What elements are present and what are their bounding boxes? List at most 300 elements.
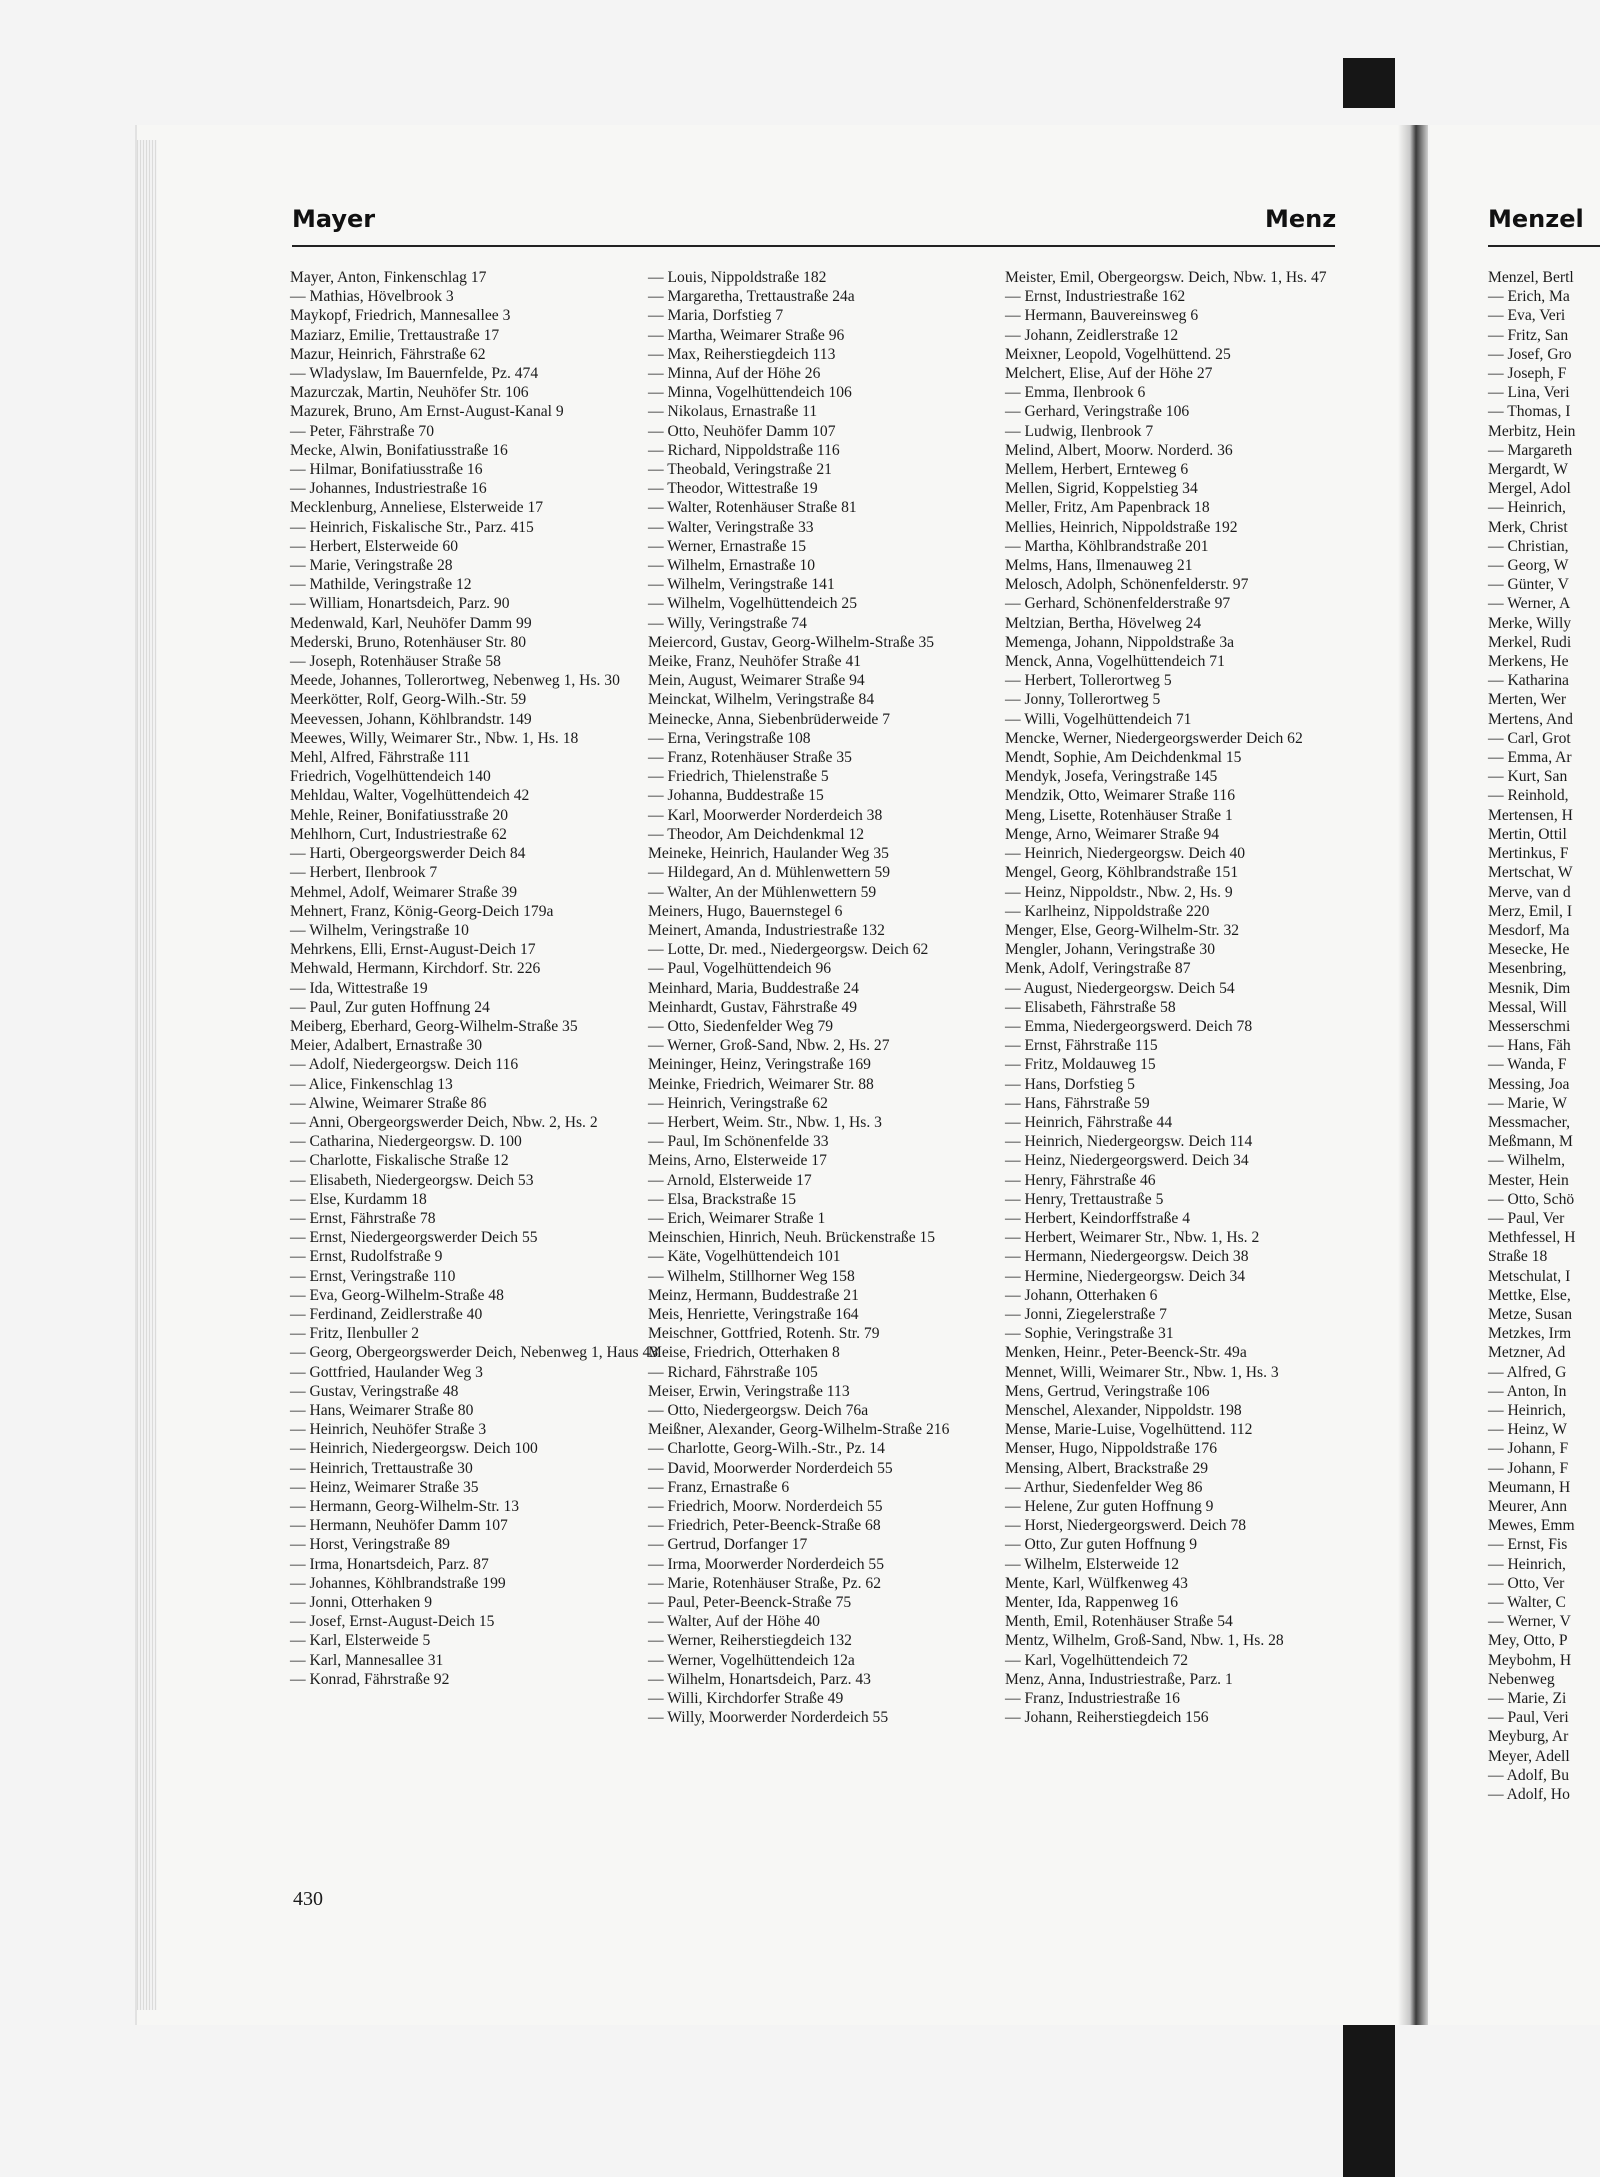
directory-entry: Mester, Hein — [1488, 1171, 1569, 1189]
directory-entry: — Gustav, Veringstraße 48 — [290, 1382, 459, 1400]
directory-entry: — Hans, Dorfstieg 5 — [1005, 1075, 1135, 1093]
directory-entry: Meinecke, Anna, Siebenbrüderweide 7 — [648, 710, 891, 728]
directory-entry: — Katharina — [1488, 672, 1569, 690]
directory-entry: Mazurczak, Martin, Neuhöfer Str. 106 — [290, 384, 529, 402]
directory-entry: Mayer, Anton, Finkenschlag 17 — [290, 269, 487, 286]
directory-entry: Meinschien, Hinrich, Neuh. Brückenstraße 15 — [648, 1229, 936, 1247]
directory-entry: Mennet, Willi, Weimarer Str., Nbw. 1, Hs. 3 — [1005, 1363, 1279, 1381]
directory-entry: — Günter, V — [1488, 576, 1569, 594]
directory-entry: Mendyk, Josefa, Veringstraße 145 — [1005, 768, 1218, 786]
directory-entry: Meewes, Willy, Weimarer Str., Nbw. 1, Hs. 18 — [290, 729, 579, 747]
right-head-rule — [1488, 245, 1600, 247]
directory-entry: — Werner, Reiherstiegdeich 132 — [648, 1632, 852, 1650]
directory-entry: Meise, Friedrich, Otterhaken 8 — [648, 1344, 840, 1362]
directory-entry: — Margaretha, Trettaustraße 24a — [648, 288, 855, 306]
directory-entry: — Hermann, Niedergeorgsw. Deich 38 — [1005, 1248, 1249, 1266]
directory-entry: — Ferdinand, Zeidlerstraße 40 — [290, 1305, 483, 1323]
directory-entry: — Otto, Siedenfelder Weg 79 — [648, 1017, 834, 1035]
directory-entry: Mencke, Werner, Niedergeorgswerder Deich 62 — [1005, 729, 1303, 747]
directory-entry: Mederski, Bruno, Rotenhäuser Str. 80 — [290, 633, 527, 651]
directory-entry: Mehnert, Franz, König-Georg-Deich 179a — [290, 902, 554, 920]
directory-entry: — Horst, Niedergeorgswerd. Deich 78 — [1005, 1517, 1247, 1535]
directory-entry: Mein, August, Weimarer Straße 94 — [648, 672, 865, 690]
directory-entry: — Werner, Ernastraße 15 — [648, 537, 807, 555]
directory-entry: Mendt, Sophie, Am Deichdenkmal 15 — [1005, 749, 1242, 767]
directory-entry: — Heinrich, Neuhöfer Straße 3 — [290, 1421, 487, 1439]
directory-entry: — Paul, Zur guten Hoffnung 24 — [290, 998, 490, 1016]
directory-entry: Mengel, Georg, Köhlbrandstraße 151 — [1005, 864, 1239, 882]
directory-entry: — Irma, Moorwerder Norderdeich 55 — [648, 1555, 884, 1573]
directory-entry: — Gerhard, Veringstraße 106 — [1005, 403, 1190, 421]
directory-entry: — Franz, Ernastraße 6 — [648, 1478, 790, 1496]
directory-entry: — Wilhelm, — [1488, 1152, 1566, 1170]
directory-entry: — Helene, Zur guten Hoffnung 9 — [1005, 1498, 1214, 1515]
directory-entry: — Martha, Köhlbrandstraße 201 — [1005, 537, 1209, 555]
directory-entry: — Friedrich, Thielenstraße 5 — [648, 768, 829, 786]
page-edge-stack — [137, 140, 157, 2010]
directory-entry: — Walter, Auf der Höhe 40 — [648, 1613, 820, 1631]
directory-entry: — Johann, Reiherstiegdeich 156 — [1005, 1709, 1209, 1727]
directory-entry: — Minna, Auf der Höhe 26 — [648, 365, 821, 383]
directory-entry: — Anton, In — [1488, 1382, 1567, 1400]
directory-entry: Messerschmi — [1488, 1017, 1571, 1035]
directory-entry: — Otto, Neuhöfer Damm 107 — [648, 422, 836, 440]
directory-entry: Meerkötter, Rolf, Georg-Wilh.-Str. 59 — [290, 691, 527, 709]
directory-entry: — Eva, Veri — [1488, 307, 1566, 325]
directory-entry: — Otto, Schö — [1488, 1190, 1575, 1208]
directory-entry: — Hans, Fährstraße 59 — [1005, 1094, 1150, 1112]
directory-entry: — Adolf, Niedergeorgsw. Deich 116 — [290, 1056, 519, 1074]
directory-entry: — Franz, Rotenhäuser Straße 35 — [648, 749, 852, 767]
directory-entry: Meinhardt, Gustav, Fährstraße 49 — [648, 998, 858, 1016]
directory-entry: Mensing, Albert, Brackstraße 29 — [1005, 1459, 1209, 1477]
directory-entry: — Sophie, Veringstraße 31 — [1005, 1325, 1174, 1343]
directory-entry: — Wilhelm, Stillhorner Weg 158 — [648, 1267, 855, 1285]
column-2 — [648, 268, 988, 1727]
directory-entry: Mertens, And — [1488, 710, 1573, 728]
directory-entry: Mehmel, Adolf, Weimarer Straße 39 — [290, 883, 518, 901]
directory-entry: — Heinrich, Fiskalische Str., Parz. 415 — [290, 518, 534, 536]
directory-entry: Mewes, Emm — [1488, 1517, 1575, 1535]
directory-entry: — Christian, — [1488, 537, 1569, 555]
directory-entry: Menk, Adolf, Veringstraße 87 — [1005, 960, 1191, 978]
directory-entry: — Herbert, Weim. Str., Nbw. 1, Hs. 3 — [648, 1113, 882, 1131]
directory-entry: Meinert, Amanda, Industriestraße 132 — [648, 921, 885, 939]
directory-entry: — Marie, Veringstraße 28 — [290, 557, 453, 575]
directory-entry: Meybohm, H — [1488, 1651, 1572, 1669]
directory-entry: — Margareth — [1488, 441, 1573, 459]
directory-entry: — Herbert, Keindorffstraße 4 — [1005, 1209, 1191, 1227]
directory-entry: — Minna, Vogelhüttendeich 106 — [648, 384, 852, 402]
directory-entry: — Georg, W — [1488, 557, 1569, 575]
directory-entry: Meede, Johannes, Tollerortweg, Nebenweg 1, Hs. 30 — [290, 672, 620, 690]
directory-entry: — Ernst, Industriestraße 162 — [1005, 288, 1186, 306]
directory-entry: Meurer, Ann — [1488, 1498, 1568, 1515]
directory-entry: Messal, Will — [1488, 998, 1567, 1016]
directory-entry: — Hermann, Neuhöfer Damm 107 — [290, 1517, 508, 1535]
directory-entry: — Catharina, Niedergeorgsw. D. 100 — [290, 1133, 522, 1151]
directory-entry: Maykopf, Friedrich, Mannesallee 3 — [290, 307, 511, 325]
directory-entry: — Heinrich, — [1488, 1555, 1566, 1573]
directory-entry: Mehlhorn, Curt, Industriestraße 62 — [290, 825, 507, 843]
directory-entry: — Willi, Vogelhüttendeich 71 — [1005, 710, 1192, 728]
directory-entry: Meischner, Gottfried, Rotenh. Str. 79 — [648, 1325, 880, 1343]
directory-entry: — Walter, C — [1488, 1594, 1566, 1612]
directory-entry: Mazur, Heinrich, Fährstraße 62 — [290, 345, 486, 363]
directory-entry: — Karl, Moorwerder Norderdeich 38 — [648, 806, 883, 824]
directory-entry: — William, Honartsdeich, Parz. 90 — [290, 595, 510, 613]
directory-entry: Meike, Franz, Neuhöfer Straße 41 — [648, 653, 862, 671]
directory-entry: — Konrad, Fährstraße 92 — [290, 1670, 450, 1688]
directory-entry: — Max, Reiherstiegdeich 113 — [648, 345, 836, 363]
directory-entry: Meinhard, Maria, Buddestraße 24 — [648, 979, 859, 997]
directory-entry: — Elsa, Brackstraße 15 — [648, 1190, 797, 1208]
directory-entry: Meevessen, Johann, Köhlbrandstr. 149 — [290, 710, 532, 728]
directory-entry: — Georg, Obergeorgswerder Deich, Nebenweg 1, Haus 43 — [290, 1344, 659, 1362]
directory-entry: — Theobald, Veringstraße 21 — [648, 461, 832, 479]
directory-entry: Meis, Henriette, Veringstraße 164 — [648, 1305, 859, 1323]
directory-entry: — Harti, Obergeorgswerder Deich 84 — [290, 845, 526, 863]
directory-entry: — Hermann, Georg-Wilhelm-Str. 13 — [290, 1498, 520, 1515]
directory-entry: — Friedrich, Peter-Beenck-Straße 68 — [648, 1517, 881, 1535]
directory-entry: — Martha, Weimarer Straße 96 — [648, 326, 845, 344]
directory-entry: — Charlotte, Georg-Wilh.-Str., Pz. 14 — [648, 1440, 885, 1458]
directory-entry: Mehwald, Hermann, Kirchdorf. Str. 226 — [290, 960, 541, 978]
directory-entry: — Fritz, Moldauweg 15 — [1005, 1056, 1156, 1074]
directory-entry: Melms, Hans, Ilmenauweg 21 — [1005, 557, 1193, 575]
directory-entry: — Hermine, Niedergeorgsw. Deich 34 — [1005, 1267, 1246, 1285]
directory-entry: — Alwine, Weimarer Straße 86 — [290, 1094, 487, 1112]
directory-entry: — Gerhard, Schönenfelderstraße 97 — [1005, 595, 1231, 613]
directory-entry: Merkens, He — [1488, 653, 1569, 671]
directory-entry: Menzel, Bertl — [1488, 269, 1574, 286]
directory-entry: — Gottfried, Haulander Weg 3 — [290, 1363, 483, 1381]
directory-entry: Meiners, Hugo, Bauernstegel 6 — [648, 902, 843, 920]
directory-entry: Menter, Ida, Rappenweg 16 — [1005, 1594, 1179, 1612]
directory-entry: — Fritz, San — [1488, 326, 1569, 344]
directory-entry: Mehle, Reiner, Bonifatiusstraße 20 — [290, 806, 509, 824]
directory-entry: — Arnold, Elsterweide 17 — [648, 1171, 812, 1189]
directory-entry: — Joseph, Rotenhäuser Straße 58 — [290, 653, 501, 671]
directory-entry: Merve, van d — [1488, 883, 1571, 901]
directory-entry: — Wilhelm, Veringstraße 141 — [648, 576, 835, 594]
directory-entry: Meller, Fritz, Am Papenbrack 18 — [1005, 499, 1210, 517]
directory-entry: Meßmann, M — [1488, 1133, 1573, 1151]
directory-entry: Mellies, Heinrich, Nippoldstraße 192 — [1005, 518, 1238, 536]
directory-entry: Mertin, Ottil — [1488, 825, 1567, 843]
directory-entry: — Werner, A — [1488, 595, 1571, 613]
directory-entry: — Eva, Georg-Wilhelm-Straße 48 — [290, 1286, 504, 1304]
directory-entry: Friedrich, Vogelhüttendeich 140 — [290, 768, 491, 786]
directory-entry: — Paul, Im Schönenfelde 33 — [648, 1133, 829, 1151]
directory-entry: Meister, Emil, Obergeorgsw. Deich, Nbw. 1, Hs. 47 — [1005, 269, 1327, 286]
directory-entry: — Wilhelm, Ernastraße 10 — [648, 557, 816, 575]
directory-entry: — Henry, Trettaustraße 5 — [1005, 1190, 1164, 1208]
directory-entry: — Paul, Peter-Beenck-Straße 75 — [648, 1594, 852, 1612]
directory-entry: — Herbert, Elsterweide 60 — [290, 537, 459, 555]
directory-entry: — Fritz, Ilenbuller 2 — [290, 1325, 420, 1343]
directory-entry: — Ernst, Fährstraße 78 — [290, 1209, 436, 1227]
directory-entry: Menger, Else, Georg-Wilhelm-Str. 32 — [1005, 921, 1240, 939]
directory-entry: Metzkes, Irm — [1488, 1325, 1572, 1343]
directory-entry: Maziarz, Emilie, Trettaustraße 17 — [290, 326, 500, 344]
running-head-right: Menz — [1265, 205, 1337, 233]
directory-entry: — Erich, Weimarer Straße 1 — [648, 1209, 826, 1227]
directory-entry: — Marie, Rotenhäuser Straße, Pz. 62 — [648, 1574, 881, 1592]
directory-entry: — David, Moorwerder Norderdeich 55 — [648, 1459, 893, 1477]
directory-entry: — Jonni, Ziegelerstraße 7 — [1005, 1305, 1167, 1323]
directory-entry: Mentz, Wilhelm, Groß-Sand, Nbw. 1, Hs. 28 — [1005, 1632, 1284, 1650]
directory-entry: — Hermann, Bauvereinsweg 6 — [1005, 307, 1199, 325]
directory-entry: Merz, Emil, I — [1488, 902, 1573, 920]
directory-entry: Meiberg, Eberhard, Georg-Wilhelm-Straße 35 — [290, 1017, 578, 1035]
directory-entry: — Friedrich, Moorw. Norderdeich 55 — [648, 1498, 883, 1515]
directory-entry: — Heinrich, Fährstraße 44 — [1005, 1113, 1173, 1131]
directory-entry: — Otto, Zur guten Hoffnung 9 — [1005, 1536, 1198, 1554]
directory-entry: — Hildegard, An d. Mühlenwettern 59 — [648, 864, 891, 882]
directory-entry: — Ernst, Fis — [1488, 1536, 1568, 1554]
directory-entry: — Alfred, G — [1488, 1363, 1567, 1381]
directory-entry: Meixner, Leopold, Vogelhüttend. 25 — [1005, 345, 1231, 363]
directory-entry: Meininger, Heinz, Veringstraße 169 — [648, 1056, 871, 1074]
directory-entry: — Werner, Vogelhüttendeich 12a — [648, 1651, 855, 1669]
directory-entry: Mazurek, Bruno, Am Ernst-August-Kanal 9 — [290, 403, 564, 421]
directory-entry: Melosch, Adolph, Schönenfelderstr. 97 — [1005, 576, 1249, 594]
directory-entry: — Maria, Dorfstieg 7 — [648, 307, 784, 325]
directory-entry: — Karlheinz, Nippoldstraße 220 — [1005, 902, 1210, 920]
binding-strip-bottom — [1343, 2025, 1395, 2177]
directory-entry: Meins, Arno, Elsterweide 17 — [648, 1152, 827, 1170]
directory-entry: — Paul, Vogelhüttendeich 96 — [648, 960, 832, 978]
directory-entry: Menschel, Alexander, Nippoldstr. 198 — [1005, 1401, 1242, 1419]
right-running-head: Menzel — [1488, 205, 1584, 233]
directory-entry: Meißner, Alexander, Georg-Wilhelm-Straße 216 — [648, 1421, 950, 1439]
directory-entry: — Ernst, Veringstraße 110 — [290, 1267, 456, 1285]
directory-entry: — Werner, V — [1488, 1613, 1571, 1631]
directory-entry: Mehrkens, Elli, Ernst-August-Deich 17 — [290, 941, 536, 959]
directory-entry: — Karl, Mannesallee 31 — [290, 1651, 444, 1669]
directory-entry: Meier, Adalbert, Ernastraße 30 — [290, 1037, 483, 1055]
directory-entry: — Paul, Veri — [1488, 1709, 1569, 1727]
directory-entry: — Erich, Ma — [1488, 288, 1570, 306]
directory-entry: — Adolf, Ho — [1488, 1786, 1570, 1804]
directory-entry: Menck, Anna, Vogelhüttendeich 71 — [1005, 653, 1225, 671]
right-column — [1488, 268, 1575, 1804]
directory-entry: Mense, Marie-Luise, Vogelhüttend. 112 — [1005, 1421, 1253, 1439]
directory-entry: — Adolf, Bu — [1488, 1766, 1570, 1784]
right-page — [1430, 125, 1600, 2025]
directory-entry: — Elisabeth, Niedergeorgsw. Deich 53 — [290, 1171, 534, 1189]
directory-entry: Nebenweg — [1488, 1670, 1555, 1688]
directory-entry: — Karl, Vogelhüttendeich 72 — [1005, 1651, 1189, 1669]
directory-entry: — Herbert, Weimarer Str., Nbw. 1, Hs. 2 — [1005, 1229, 1260, 1247]
directory-entry: Meinz, Hermann, Buddestraße 21 — [648, 1286, 859, 1304]
directory-entry: — Hilmar, Bonifatiusstraße 16 — [290, 461, 483, 479]
directory-entry: — Henry, Fährstraße 46 — [1005, 1171, 1156, 1189]
directory-entry: Mesecke, He — [1488, 941, 1570, 959]
directory-entry: — Käte, Vogelhüttendeich 101 — [648, 1248, 841, 1266]
directory-entry: — Jonny, Tollerortweg 5 — [1005, 691, 1161, 709]
directory-entry: — Thomas, I — [1488, 403, 1571, 421]
directory-entry: — Johannes, Köhlbrandstraße 199 — [290, 1574, 506, 1592]
directory-entry: — Johanna, Buddestraße 15 — [648, 787, 824, 805]
directory-entry: — Ida, Wittestraße 19 — [290, 979, 428, 997]
directory-entry: Mertensen, H — [1488, 806, 1573, 824]
directory-entry: Mecke, Alwin, Bonifatiusstraße 16 — [290, 441, 508, 459]
directory-entry: Mey, Otto, P — [1488, 1632, 1568, 1650]
column-1 — [290, 268, 659, 1689]
directory-entry: Metzner, Ad — [1488, 1344, 1566, 1362]
directory-entry: Menz, Anna, Industriestraße, Parz. 1 — [1005, 1670, 1233, 1688]
binding-strip-top — [1343, 58, 1395, 108]
directory-entry: — Johannes, Industriestraße 16 — [290, 480, 487, 498]
directory-entry: — Mathias, Hövelbrook 3 — [290, 288, 454, 306]
directory-entry: Mente, Karl, Wülfkenweg 43 — [1005, 1574, 1188, 1592]
directory-entry: — Heinrich, Niedergeorgsw. Deich 114 — [1005, 1133, 1253, 1151]
directory-entry: — Gertrud, Dorfanger 17 — [648, 1536, 808, 1554]
directory-entry: — Louis, Nippoldstraße 182 — [648, 269, 827, 286]
directory-entry: Mellen, Sigrid, Koppelstieg 34 — [1005, 480, 1198, 498]
directory-entry: Merbitz, Hein — [1488, 422, 1576, 440]
directory-entry: Mettke, Else, — [1488, 1286, 1571, 1304]
directory-entry: Mehl, Alfred, Fährstraße 111 — [290, 749, 471, 767]
directory-entry: — Theodor, Am Deichdenkmal 12 — [648, 825, 865, 843]
directory-entry: Metschulat, I — [1488, 1267, 1571, 1285]
directory-entry: — Otto, Ver — [1488, 1574, 1565, 1592]
directory-entry: — Ernst, Rudolfstraße 9 — [290, 1248, 443, 1266]
directory-entry: Messmacher, — [1488, 1113, 1571, 1131]
directory-entry: Meyer, Adell — [1488, 1747, 1570, 1765]
directory-entry: — Willy, Moorwerder Norderdeich 55 — [648, 1709, 889, 1727]
directory-entry: Meinckat, Wilhelm, Veringstraße 84 — [648, 691, 875, 709]
directory-entry: — Heinrich, Niedergeorgsw. Deich 40 — [1005, 845, 1246, 863]
directory-entry: Mecklenburg, Anneliese, Elsterweide 17 — [290, 499, 544, 517]
directory-entry: Meiercord, Gustav, Georg-Wilhelm-Straße 35 — [648, 633, 935, 651]
directory-entry: — Peter, Fährstraße 70 — [290, 422, 435, 440]
directory-entry: — August, Niedergeorgsw. Deich 54 — [1005, 979, 1235, 997]
directory-entry: — Hans, Weimarer Straße 80 — [290, 1401, 474, 1419]
directory-entry: — Walter, Rotenhäuser Straße 81 — [648, 499, 857, 517]
directory-entry: — Heinz, Weimarer Straße 35 — [290, 1478, 479, 1496]
directory-entry: Merten, Wer — [1488, 691, 1567, 709]
directory-entry: — Joseph, F — [1488, 365, 1567, 383]
directory-entry: — Lina, Veri — [1488, 384, 1570, 402]
directory-entry: Mergardt, W — [1488, 461, 1568, 479]
directory-entry: Mellem, Herbert, Ernteweg 6 — [1005, 461, 1189, 479]
directory-entry: — Otto, Niedergeorgsw. Deich 76a — [648, 1401, 869, 1419]
directory-entry: — Heinz, W — [1488, 1421, 1567, 1439]
directory-entry: Mesnik, Dim — [1488, 979, 1571, 997]
directory-entry: — Johann, F — [1488, 1459, 1569, 1477]
directory-entry: Menge, Arno, Weimarer Straße 94 — [1005, 825, 1220, 843]
directory-entry: Medenwald, Karl, Neuhöfer Damm 99 — [290, 614, 532, 632]
directory-entry: — Erna, Veringstraße 108 — [648, 729, 811, 747]
directory-entry: — Wilhelm, Veringstraße 10 — [290, 921, 469, 939]
directory-entry: Meyburg, Ar — [1488, 1728, 1569, 1746]
directory-entry: — Emma, Niedergeorgswerd. Deich 78 — [1005, 1017, 1253, 1035]
directory-entry: — Heinrich, — [1488, 499, 1566, 517]
directory-entry: — Heinz, Niedergeorgswerd. Deich 34 — [1005, 1152, 1249, 1170]
directory-entry: — Josef, Ernst-August-Deich 15 — [290, 1613, 495, 1631]
directory-entry: Meumann, H — [1488, 1478, 1571, 1496]
directory-entry: — Charlotte, Fiskalische Straße 12 — [290, 1152, 509, 1170]
directory-entry: — Johann, Zeidlerstraße 12 — [1005, 326, 1179, 344]
directory-entry: — Ludwig, Ilenbrook 7 — [1005, 422, 1154, 440]
directory-entry: — Wladyslaw, Im Bauernfelde, Pz. 474 — [290, 365, 539, 383]
running-head-left: Mayer — [292, 205, 376, 233]
directory-entry: Mendzik, Otto, Weimarer Straße 116 — [1005, 787, 1235, 805]
directory-entry: Melchert, Elise, Auf der Höhe 27 — [1005, 365, 1213, 383]
directory-entry: Meng, Lisette, Rotenhäuser Straße 1 — [1005, 806, 1233, 824]
directory-entry: — Wanda, F — [1488, 1056, 1567, 1074]
directory-entry: — Heinrich, — [1488, 1401, 1566, 1419]
directory-entry: — Horst, Veringstraße 89 — [290, 1536, 450, 1554]
directory-entry: — Karl, Elsterweide 5 — [290, 1632, 431, 1650]
head-rule — [292, 245, 1335, 247]
directory-entry: — Ernst, Niedergeorgswerder Deich 55 — [290, 1229, 538, 1247]
directory-entry: — Else, Kurdamm 18 — [290, 1190, 427, 1208]
directory-entry: — Anni, Obergeorgswerder Deich, Nbw. 2, Hs. 2 — [290, 1113, 598, 1131]
directory-entry: — Marie, W — [1488, 1094, 1567, 1112]
directory-entry: — Theodor, Wittestraße 19 — [648, 480, 818, 498]
directory-entry: — Herbert, Ilenbrook 7 — [290, 864, 438, 882]
directory-entry: — Mathilde, Veringstraße 12 — [290, 576, 472, 594]
directory-entry: — Walter, An der Mühlenwettern 59 — [648, 883, 877, 901]
directory-entry: — Reinhold, — [1488, 787, 1569, 805]
directory-entry: — Irma, Honartsdeich, Parz. 87 — [290, 1555, 489, 1573]
directory-entry: Merk, Christ — [1488, 518, 1568, 536]
directory-entry: Mesenbring, — [1488, 960, 1567, 978]
directory-entry: — Werner, Groß-Sand, Nbw. 2, Hs. 27 — [648, 1037, 890, 1055]
directory-entry: Mehldau, Walter, Vogelhüttendeich 42 — [290, 787, 530, 805]
directory-entry: — Johann, F — [1488, 1440, 1569, 1458]
directory-entry: — Willy, Veringstraße 74 — [648, 614, 807, 632]
page-number: 430 — [293, 1888, 323, 1910]
directory-entry: Mergel, Adol — [1488, 480, 1571, 498]
directory-entry: Mengler, Johann, Veringstraße 30 — [1005, 941, 1215, 959]
directory-entry: — Walter, Veringstraße 33 — [648, 518, 814, 536]
directory-entry: — Hans, Fäh — [1488, 1037, 1571, 1055]
directory-entry: — Heinrich, Niedergeorgsw. Deich 100 — [290, 1440, 538, 1458]
directory-entry: — Richard, Nippoldstraße 116 — [648, 441, 840, 459]
directory-entry: Mertschat, W — [1488, 864, 1573, 882]
directory-entry: — Ernst, Fährstraße 115 — [1005, 1037, 1158, 1055]
directory-entry: — Wilhelm, Honartsdeich, Parz. 43 — [648, 1670, 871, 1688]
directory-entry: — Willi, Kirchdorfer Straße 49 — [648, 1690, 844, 1708]
directory-entry: — Johann, Otterhaken 6 — [1005, 1286, 1158, 1304]
directory-entry: — Paul, Ver — [1488, 1209, 1565, 1227]
directory-entry: — Alice, Finkenschlag 13 — [290, 1075, 453, 1093]
book-gutter — [1398, 125, 1428, 2025]
directory-entry: — Franz, Industriestraße 16 — [1005, 1690, 1180, 1708]
directory-entry: — Wilhelm, Vogelhüttendeich 25 — [648, 595, 857, 613]
directory-entry: — Arthur, Siedenfelder Weg 86 — [1005, 1478, 1203, 1496]
directory-entry: Meiser, Erwin, Veringstraße 113 — [648, 1382, 850, 1400]
directory-entry: Meinke, Friedrich, Weimarer Str. 88 — [648, 1075, 874, 1093]
directory-entry: — Josef, Gro — [1488, 345, 1572, 363]
directory-entry: Mens, Gertrud, Veringstraße 106 — [1005, 1382, 1210, 1400]
directory-entry: Menken, Heinr., Peter-Beenck-Str. 49a — [1005, 1344, 1247, 1362]
directory-entry: Merke, Willy — [1488, 614, 1572, 632]
directory-entry: Metze, Susan — [1488, 1305, 1573, 1323]
directory-entry: Memenga, Johann, Nippoldstraße 3a — [1005, 633, 1235, 651]
directory-entry: — Heinz, Nippoldstr., Nbw. 2, Hs. 9 — [1005, 883, 1233, 901]
directory-entry: — Wilhelm, Elsterweide 12 — [1005, 1555, 1180, 1573]
directory-entry: — Herbert, Tollerortweg 5 — [1005, 672, 1172, 690]
directory-entry: — Elisabeth, Fährstraße 58 — [1005, 998, 1176, 1016]
directory-entry: — Lotte, Dr. med., Niedergeorgsw. Deich 62 — [648, 941, 929, 959]
directory-entry: Melind, Albert, Moorw. Norderd. 36 — [1005, 441, 1233, 459]
